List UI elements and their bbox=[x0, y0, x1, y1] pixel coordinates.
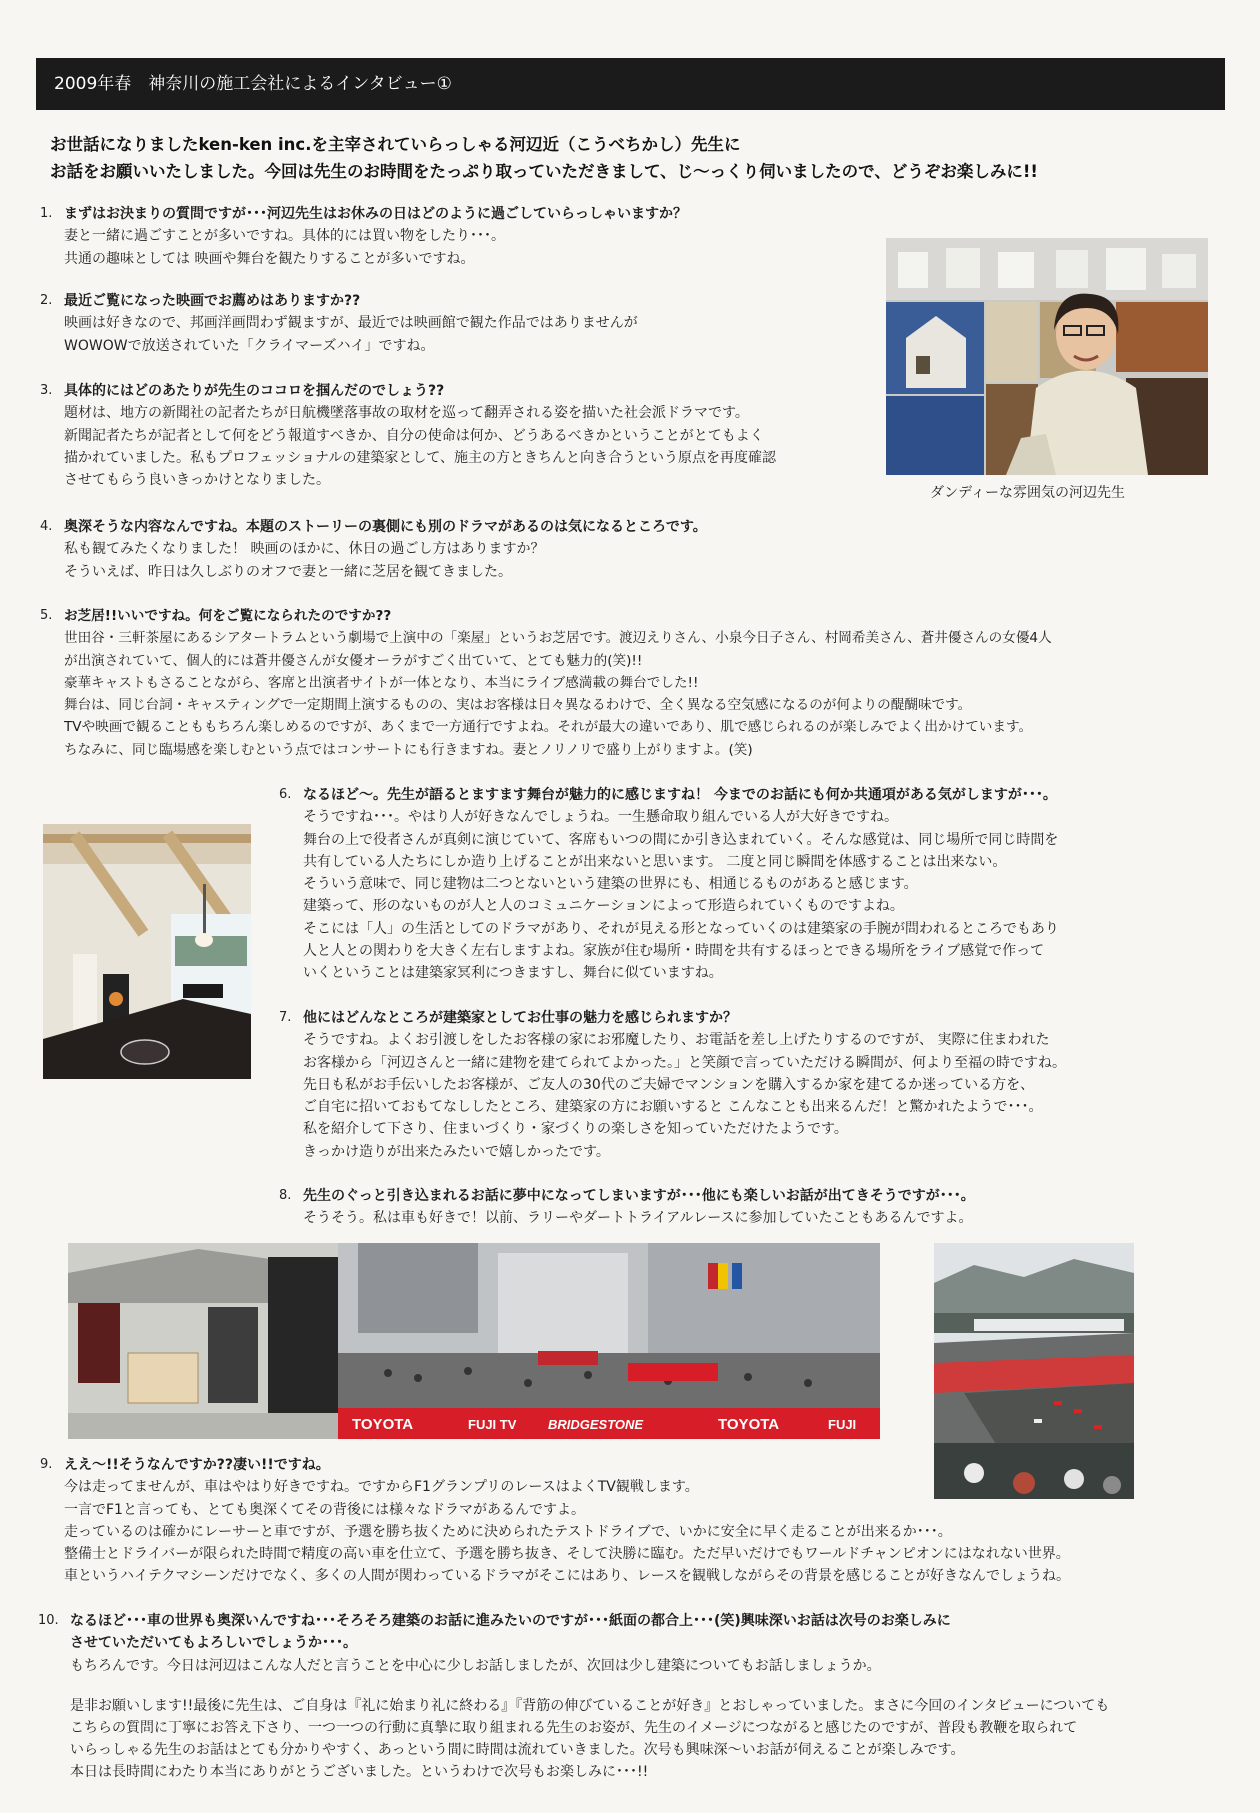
answer-line: 題材は、地方の新聞社の記者たちが日航機墜落事故の取材を巡って翻弄される姿を描いた社会派ドラマです。 bbox=[64, 405, 749, 422]
question-number: 1. bbox=[40, 206, 53, 221]
answer-line: 妻と一緒に過ごすことが多いですね。具体的には買い物をしたり･･･。 bbox=[64, 228, 505, 245]
question-number: 3. bbox=[40, 383, 53, 398]
closing-line: いらっしゃる先生のお話はとても分かりやすく、あっという間に時間は流れていきました。次号も興味深～いお話が伺えることが楽しみです。 bbox=[70, 1742, 965, 1758]
answer-line: 共通の趣味としては 映画や舞台を観たりすることが多いですね。 bbox=[64, 250, 475, 267]
interior-photo bbox=[43, 824, 251, 1079]
answer-line: 新聞記者たちが記者として何をどう報道すべきか、自分の使命は何か、どうあるべきかということがとてもよく bbox=[64, 427, 764, 444]
answer-line: そうそう。私は車も好きで！以前、ラリーやダートトライアルレースに参加していたこともあるんですよ。 bbox=[303, 1210, 973, 1227]
answer-line: そういえば、昨日は久しぶりのオフで妻と一緒に芝居を観てきました。 bbox=[64, 563, 512, 580]
question: 7. 他にはどんなところが建築家としてお仕事の魅力を感じられますか？ bbox=[303, 1007, 1223, 1029]
question: 10. なるほど･･･車の世界も奥深いんですね･･･そろそろ建築のお話に進みたいのですが･･･紙面の都合上･･･(笑)興味深いお話は次号のお楽しみに bbox=[70, 1610, 1220, 1632]
answer-line: させてもらう良いきっかけとなりました。 bbox=[64, 472, 330, 489]
answer-line: 舞台は、同じ台詞・キャスティングで一定期間上演するものの、実はお客様は日々異なるわけで、全く異なる空気感になるのが何よりの醍醐味です。 bbox=[64, 697, 972, 714]
answer-line: きっかけ造りが出来たみたいで嬉しかったです。 bbox=[303, 1143, 610, 1160]
article-title-bar bbox=[36, 58, 1225, 110]
f1-pit-photo bbox=[68, 1243, 880, 1439]
answer-line: 共有している人たちにしか造り上げることが出来ないと思います。 二度と同じ瞬間を体感することは出来ない。 bbox=[303, 853, 1007, 870]
answer-line: 世田谷・三軒茶屋にあるシアタートラムという劇場で上演中の「楽屋」というお芝居です。渡辺えりさん、小泉今日子さん、村岡希美さん、蒼井優さんの女優4人 bbox=[64, 630, 1052, 647]
answer-line: もちろんです。今日は河辺はこんな人だと言うことを中心に少しお話しましたが、次回は少し建築についてもお話しましょうか。 bbox=[70, 1657, 881, 1674]
answer-line: 今は走ってませんが、車はやはり好きですね。ですからF1グランプリのレースはよくTV観戦します。 bbox=[64, 1479, 699, 1496]
banner-toyota-2: TOYOTA bbox=[718, 1416, 780, 1433]
banner-toyota: TOYOTA bbox=[352, 1416, 414, 1433]
banner-fujitv: FUJI TV bbox=[468, 1417, 517, 1432]
question: 2. 最近ご覧になった映画でお薦めはありますか?? bbox=[64, 290, 854, 312]
question: 3. 具体的にはどのあたりが先生のココロを掴んだのでしょう?? bbox=[64, 380, 864, 402]
answer-line: WOWOWで放送されていた「クライマーズハイ」ですね。 bbox=[64, 337, 435, 354]
closing-paragraph bbox=[70, 1695, 1225, 1783]
answer-line: 建築って、形のないものが人と人のコミュニケーションによって形造られていくものですよね。 bbox=[303, 898, 904, 915]
answer-line: 舞台の上で役者さんが真剣に演じていて、客席もいつの間にか引き込まれていく。そんな感覚は、同じ場所で同じ時間を bbox=[303, 831, 1059, 848]
question: 1. まずはお決まりの質問ですが･･･河辺先生はお休みの日はどのように過ごしていらっしゃいますか？ bbox=[64, 203, 854, 225]
qa-block-2 bbox=[40, 290, 854, 357]
closing-line: 本日は長時間にわたり本当にありがとうございました。というわけで次号もお楽しみに･･･!! bbox=[70, 1764, 649, 1780]
intro-line: お話をお願いいたしました。今回は先生のお時間をたっぷり取っていただきまして、じ～っくり伺いましたので、どうぞお楽しみに!! bbox=[50, 162, 1038, 181]
qa-block-5 bbox=[40, 605, 1234, 761]
banner-bridgestone: BRIDGESTONE bbox=[548, 1417, 644, 1432]
question-number: 2. bbox=[40, 293, 53, 308]
question: 6. なるほど～。先生が語るとますます舞台が魅力的に感じますね！ 今までのお話にも何か共通項がある気がしますが･･･。 bbox=[303, 784, 1223, 806]
answer-line: させていただいてもよろしいでしょうか･･･。 bbox=[70, 1635, 357, 1652]
intro-paragraph bbox=[50, 131, 1210, 185]
qa-block-6 bbox=[279, 784, 1223, 985]
question: 9. ええ～!!そうなんですか??凄い!!ですね。 bbox=[64, 1454, 1224, 1476]
banner-fuji: FUJI bbox=[828, 1417, 857, 1432]
question-number: 6. bbox=[279, 787, 292, 802]
intro-line: お世話になりましたken-ken inc.を主宰されていらっしゃる河辺近（こうべちかし）先生に bbox=[50, 135, 741, 154]
answer-line: 私も観てみたくなりました！ 映画のほかに、休日の過ごし方はありますか？ bbox=[64, 541, 545, 558]
answer-line: お客様から「河辺さんと一緒に建物を建てられてよかった。」と笑顔で言っていただける瞬間が、何より至福の時ですね。 bbox=[303, 1054, 1066, 1071]
answer-line: 一言でF1と言っても、とても奥深くてその背後には様々なドラマがあるんですよ。 bbox=[64, 1501, 585, 1518]
answer-line: ちなみに、同じ臨場感を楽しむという点ではコンサートにも行きますね。妻とノリノリで盛り上がりますよ。(笑) bbox=[64, 741, 753, 758]
article-title: 2009年春 神奈川の施工会社によるインタビュー① bbox=[54, 74, 452, 94]
qa-block-10 bbox=[38, 1610, 1220, 1677]
answer-line: 豪華キャストもさることながら、客席と出演者サイトが一体となり、本当にライブ感満載の舞台でした!! bbox=[64, 674, 699, 691]
answer-line: TVや映画で観ることももちろん楽しめるのですが、あくまで一方通行ですよね。それが最大の違いであり、肌で感じられるのが楽しみでよく出かけています。 bbox=[64, 719, 1033, 736]
answer-line: 私を紹介して下さり、住まいづくり・家づくりの楽しさを知っていただけたようです。 bbox=[303, 1121, 848, 1138]
question-number: 8. bbox=[279, 1188, 292, 1203]
question-number: 4. bbox=[40, 519, 53, 534]
question-number: 7. bbox=[279, 1010, 292, 1025]
question-number: 10. bbox=[38, 1613, 59, 1628]
answer-line: そうですね･･･。やはり人が好きなんでしょうね。一生懸命取り組んでいる人が大好きですね。 bbox=[303, 809, 898, 826]
qa-block-7 bbox=[279, 1007, 1223, 1163]
portrait-caption: ダンディーな雰囲気の河辺先生 bbox=[930, 485, 1126, 501]
answer-line: そういう意味で、同じ建物は二つとないという建築の世界にも、相通じるものがあると感じます。 bbox=[303, 876, 918, 893]
qa-block-8 bbox=[279, 1185, 1223, 1230]
question-number: 5. bbox=[40, 608, 53, 623]
qa-block-9 bbox=[40, 1454, 1224, 1588]
closing-line: こちらの質問に丁寧にお答え下さり、一つ一つの行動に真摯に取り組まれる先生のお姿が、先生のイメージにつながると感じたのですが、普段も教鞭を取られて bbox=[70, 1720, 1078, 1736]
question: 5. お芝居!!いいですね。何をご覧になられたのですか?? bbox=[64, 605, 1234, 627]
answer-line: 車というハイテクマシーンだけでなく、多くの人間が関わっているドラマがそこにはあり、レースを観戦しながらその背景を感じることが好きなんでしょうね。 bbox=[64, 1568, 1071, 1585]
portrait-photo bbox=[886, 238, 1208, 475]
answer-line: いくということは建築家冥利につきますし、舞台に似ていますね。 bbox=[303, 965, 723, 982]
answer-line: そこには「人」の生活としてのドラマがあり、それが見える形となっていくのは建築家の手腕が問われるところでもあり bbox=[303, 920, 1059, 937]
question-number: 9. bbox=[40, 1457, 53, 1472]
portrait-photo-graphic bbox=[886, 238, 1208, 475]
answer-line: 映画は好きなので、邦画洋画問わず観ますが、最近では映画館で観た作品ではありませんが bbox=[64, 315, 638, 332]
answer-line: そうですね。よくお引渡しをしたお客様の家にお邪魔したり、お電話を差し上げたりするのですが、 実際に住まわれた bbox=[303, 1032, 1050, 1049]
interior-photo-graphic bbox=[43, 824, 251, 1079]
answer-line: 描かれていました。私もプロフェッショナルの建築家として、施主の方ときちんと向き合うという原点を再度確認 bbox=[64, 449, 777, 466]
answer-line: 先日も私がお手伝いしたお客様が、ご友人の30代のご夫婦でマンションを購入するか家を建てるか迷っている方を、 bbox=[303, 1076, 1035, 1093]
qa-block-1 bbox=[40, 203, 854, 270]
qa-block-4 bbox=[40, 516, 864, 583]
answer-line: 整備士とドライバーが限られた時間で精度の高い車を仕立て、予選を勝ち抜き、そして決勝に臨む。ただ早いだけでもワールドチャンピオンにはなれない世界。 bbox=[64, 1546, 1070, 1563]
answer-line: ご自宅に招いておもてなししたところ、建築家の方にお願いすると こんなことも出来るんだ！と驚かれたようで･･･。 bbox=[303, 1099, 1043, 1116]
qa-block-3 bbox=[40, 380, 864, 491]
f1-pit-photo-graphic bbox=[68, 1243, 880, 1439]
answer-line: が出演されていて、個人的には蒼井優さんが女優オーラがすごく出ていて、とても魅力的(笑)!! bbox=[64, 652, 643, 669]
closing-line: 是非お願いします!!最後に先生は、ご自身は『礼に始まり礼に終わる』『背筋の伸びていることが好き』とおしゃっていました。まさに今回のインタビューについても bbox=[70, 1698, 1110, 1714]
question: 8. 先生のぐっと引き込まれるお話に夢中になってしまいますが･･･他にも楽しいお話が出てきそうですが･･･。 bbox=[303, 1185, 1223, 1207]
answer-line: 人と人との関わりを大きく左右しますよね。家族が住む場所・時間を共有するほっとできる場所をライブ感覚で作って bbox=[303, 943, 1045, 960]
answer-line: 走っているのは確かにレーサーと車ですが、予選を勝ち抜くために決められたテストドライブで、いかに安全に早く走ることが出来るか･･･。 bbox=[64, 1523, 952, 1540]
question: 4. 奥深そうな内容なんですね。本題のストーリーの裏側にも別のドラマがあるのは気になるところです。 bbox=[64, 516, 864, 538]
